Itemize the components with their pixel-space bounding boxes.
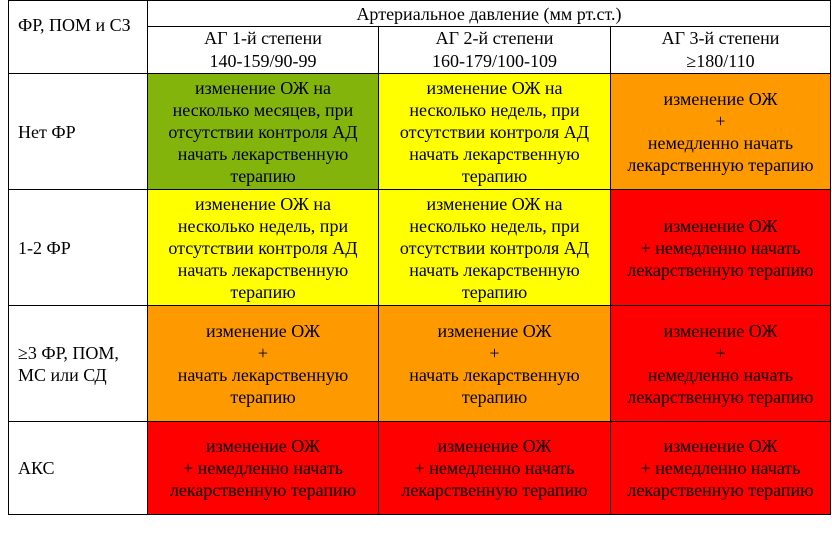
cell-line: немедленно начать — [647, 364, 794, 385]
cell-line: + — [715, 342, 726, 363]
cell-line: лекарственную терапию — [169, 480, 357, 500]
cell-line: терапию — [230, 281, 296, 302]
cell-r3-c1 — [148, 306, 379, 422]
cell-line: + немедленно начать — [183, 458, 343, 478]
cell-line: немедленно начать — [647, 132, 794, 153]
row-label — [9, 74, 148, 190]
cell-line: изменение ОЖ — [663, 436, 778, 456]
column-range: ≥180/110 — [686, 51, 755, 71]
cell-line: терапию — [461, 386, 528, 407]
cell-line: терапию — [461, 281, 528, 302]
cell-r2-c3 — [611, 190, 831, 306]
cell-line: изменение ОЖ на — [426, 77, 563, 98]
cell-line: + немедленно начать — [640, 237, 801, 258]
table-row — [9, 306, 831, 422]
cell-line: изменение ОЖ — [206, 320, 320, 341]
cell-r4-c1 — [148, 422, 379, 515]
column-title: АГ 3-й степени — [661, 28, 780, 48]
cell-line: отсутствии контроля АД — [399, 237, 590, 258]
cell-line: лекарственную терапию — [401, 480, 588, 500]
cell-line: терапию — [461, 165, 528, 186]
cell-r3-c3 — [611, 306, 831, 422]
cell-r1-c3 — [611, 74, 831, 190]
table-row — [9, 74, 831, 190]
cell-line: изменение ОЖ — [437, 320, 552, 341]
table-row — [9, 422, 831, 515]
cell-r1-c2 — [379, 74, 611, 190]
cell-line: несколько месяцев, при — [172, 99, 354, 120]
cell-line: + — [489, 342, 500, 363]
cell-line: начать лекарственную — [409, 259, 580, 280]
risk-table — [8, 0, 831, 515]
cell-line: терапию — [230, 386, 296, 407]
cell-line: + немедленно начать — [414, 458, 575, 478]
cell-line: отсутствии контроля АД — [168, 121, 358, 142]
cell-line: несколько недель, при — [177, 215, 349, 236]
table-row — [9, 190, 831, 306]
cell-line: лекарственную терапию — [627, 386, 814, 407]
row-label — [9, 306, 148, 422]
cell-r2-c1 — [148, 190, 379, 306]
cell-line: изменение ОЖ — [437, 436, 552, 456]
cell-line: несколько недель, при — [409, 215, 580, 236]
column-header-3 — [611, 27, 831, 74]
column-range: 140-159/90-99 — [209, 51, 317, 71]
cell-line: начать лекарственную — [409, 143, 580, 164]
cell-r4-c3 — [611, 422, 831, 515]
cell-r4-c2 — [379, 422, 611, 515]
cell-line: + немедленно начать — [640, 458, 801, 478]
row-label-text: АКС — [18, 458, 55, 478]
cell-line: лекарственную терапию — [627, 480, 814, 500]
corner-label — [9, 1, 148, 74]
row-label-text: 1-2 ФР — [18, 237, 71, 258]
cell-line: изменение ОЖ на — [194, 77, 332, 98]
column-title: АГ 2-й степени — [435, 28, 554, 48]
cell-line: начать лекарственную — [409, 364, 580, 385]
cell-line: изменение ОЖ на — [426, 193, 563, 214]
cell-line: начать лекарственную — [177, 259, 349, 280]
top-header — [148, 1, 831, 27]
cell-line: отсутствии контроля АД — [168, 237, 358, 258]
cell-line: изменение ОЖ — [663, 215, 778, 236]
cell-line: лекарственную терапию — [627, 154, 814, 175]
cell-r3-c2 — [379, 306, 611, 422]
cell-line: + — [715, 110, 726, 131]
cell-line: лекарственную терапию — [627, 259, 814, 280]
column-range: 160-179/100-109 — [432, 51, 557, 71]
cell-line: изменение ОЖ — [206, 436, 320, 456]
cell-line: отсутствии контроля АД — [399, 121, 590, 142]
row-label — [9, 190, 148, 306]
cell-line: изменение ОЖ на — [194, 193, 332, 214]
row-label — [9, 422, 148, 515]
column-header-1 — [148, 27, 379, 74]
cell-line: терапию — [230, 165, 296, 186]
corner-label-text: ФР, ПОМ и СЗ — [18, 15, 131, 35]
cell-line: + — [257, 342, 269, 363]
cell-line: изменение ОЖ — [663, 320, 778, 341]
top-header-text: Артериальное давление (мм рт.ст.) — [356, 3, 622, 24]
cell-line: несколько недель, при — [409, 99, 580, 120]
header-row-top — [9, 1, 831, 27]
row-label-text: Нет ФР — [18, 121, 76, 142]
column-header-2 — [379, 27, 611, 74]
cell-r1-c1 — [148, 74, 379, 190]
row-label-text: ≥3 ФР, ПОМ, МС или СД — [18, 342, 119, 385]
cell-line: начать лекарственную — [177, 143, 349, 164]
cell-line: изменение ОЖ — [663, 88, 778, 109]
column-title: АГ 1-й степени — [204, 28, 322, 48]
cell-line: начать лекарственную — [177, 364, 349, 385]
cell-r2-c2 — [379, 190, 611, 306]
